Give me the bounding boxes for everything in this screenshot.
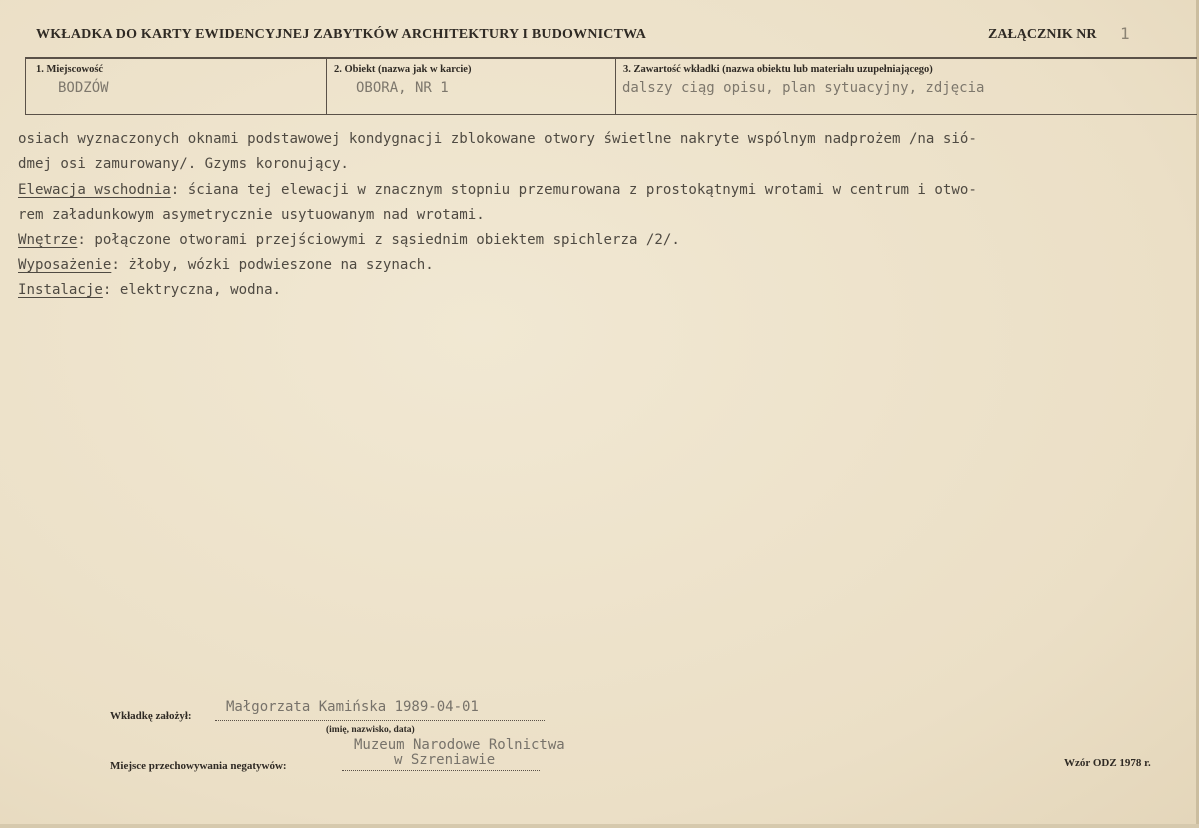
negatives-value-line-2: w Szreniawie xyxy=(394,752,496,768)
body-line-east xyxy=(18,182,977,198)
installations-text: : elektryczna, wodna. xyxy=(102,282,282,298)
table-left-rule xyxy=(25,57,26,115)
annex-label: ZAŁĄCZNIK NR xyxy=(988,27,1097,42)
contents-label: 3. Zawartość wkładki (nazwa obiektu lub materiału uzupełniającego) xyxy=(623,64,933,75)
table-top-rule xyxy=(25,57,1197,59)
east-elevation-heading: Elewacja wschodnia xyxy=(18,182,171,198)
table-divider-1 xyxy=(326,57,327,115)
author-value: Małgorzata Kamińska 1989-04-01 xyxy=(226,699,479,715)
body-line-interior xyxy=(18,232,680,248)
author-dotted-line xyxy=(215,720,545,721)
annex-number: 1 xyxy=(1120,24,1130,43)
equipment-text: : żłoby, wózki podwieszone na szynach. xyxy=(111,257,434,273)
author-label: Wkładkę założył: xyxy=(110,710,192,722)
table-divider-2 xyxy=(615,57,616,115)
table-bottom-rule xyxy=(25,114,1197,115)
installations-heading: Instalacje xyxy=(18,282,103,298)
negatives-label: Miejsce przechowywania negatywów: xyxy=(110,760,287,772)
body-line-1: osiach wyznaczonych oknami podstawowej kondygnacji zblokowane otwory świetlne nakryte wspólnym nadprożem /na sió- xyxy=(18,131,977,147)
author-caption: (imię, nazwisko, data) xyxy=(326,725,415,735)
interior-text: : połączone otworami przejściowymi z sąsiednim obiektem spichlerza /2/. xyxy=(77,232,680,248)
object-label: 2. Obiekt (nazwa jak w karcie) xyxy=(334,64,472,75)
negatives-dotted-line xyxy=(342,770,540,771)
body-line-2: dmej osi zamurowany/. Gzyms koronujący. xyxy=(18,156,349,172)
form-version: Wzór ODZ 1978 r. xyxy=(1064,757,1151,769)
locality-value: BODZÓW xyxy=(58,80,109,96)
body-line-4: rem załadunkowym asymetrycznie usytuowanym nad wrotami. xyxy=(18,207,485,223)
body-line-installations xyxy=(18,282,281,298)
card-edge-bottom xyxy=(0,824,1199,828)
locality-label: 1. Miejscowość xyxy=(36,64,104,75)
east-elevation-text: : ściana tej elewacji w znacznym stopniu przemurowana z prostokątnymi wrotami w centrum i otwo- xyxy=(170,182,977,198)
negatives-value-line-1: Muzeum Narodowe Rolnictwa xyxy=(354,737,565,753)
equipment-heading: Wyposażenie xyxy=(18,257,112,273)
body-line-equipment xyxy=(18,257,434,273)
interior-heading: Wnętrze xyxy=(18,232,78,248)
form-title: WKŁADKA DO KARTY EWIDENCYJNEJ ZABYTKÓW ARCHITEKTURY I BUDOWNICTWA xyxy=(36,27,647,42)
contents-value: dalszy ciąg opisu, plan sytuacyjny, zdjęcia xyxy=(622,80,985,96)
object-value: OBORA, NR 1 xyxy=(356,80,449,96)
